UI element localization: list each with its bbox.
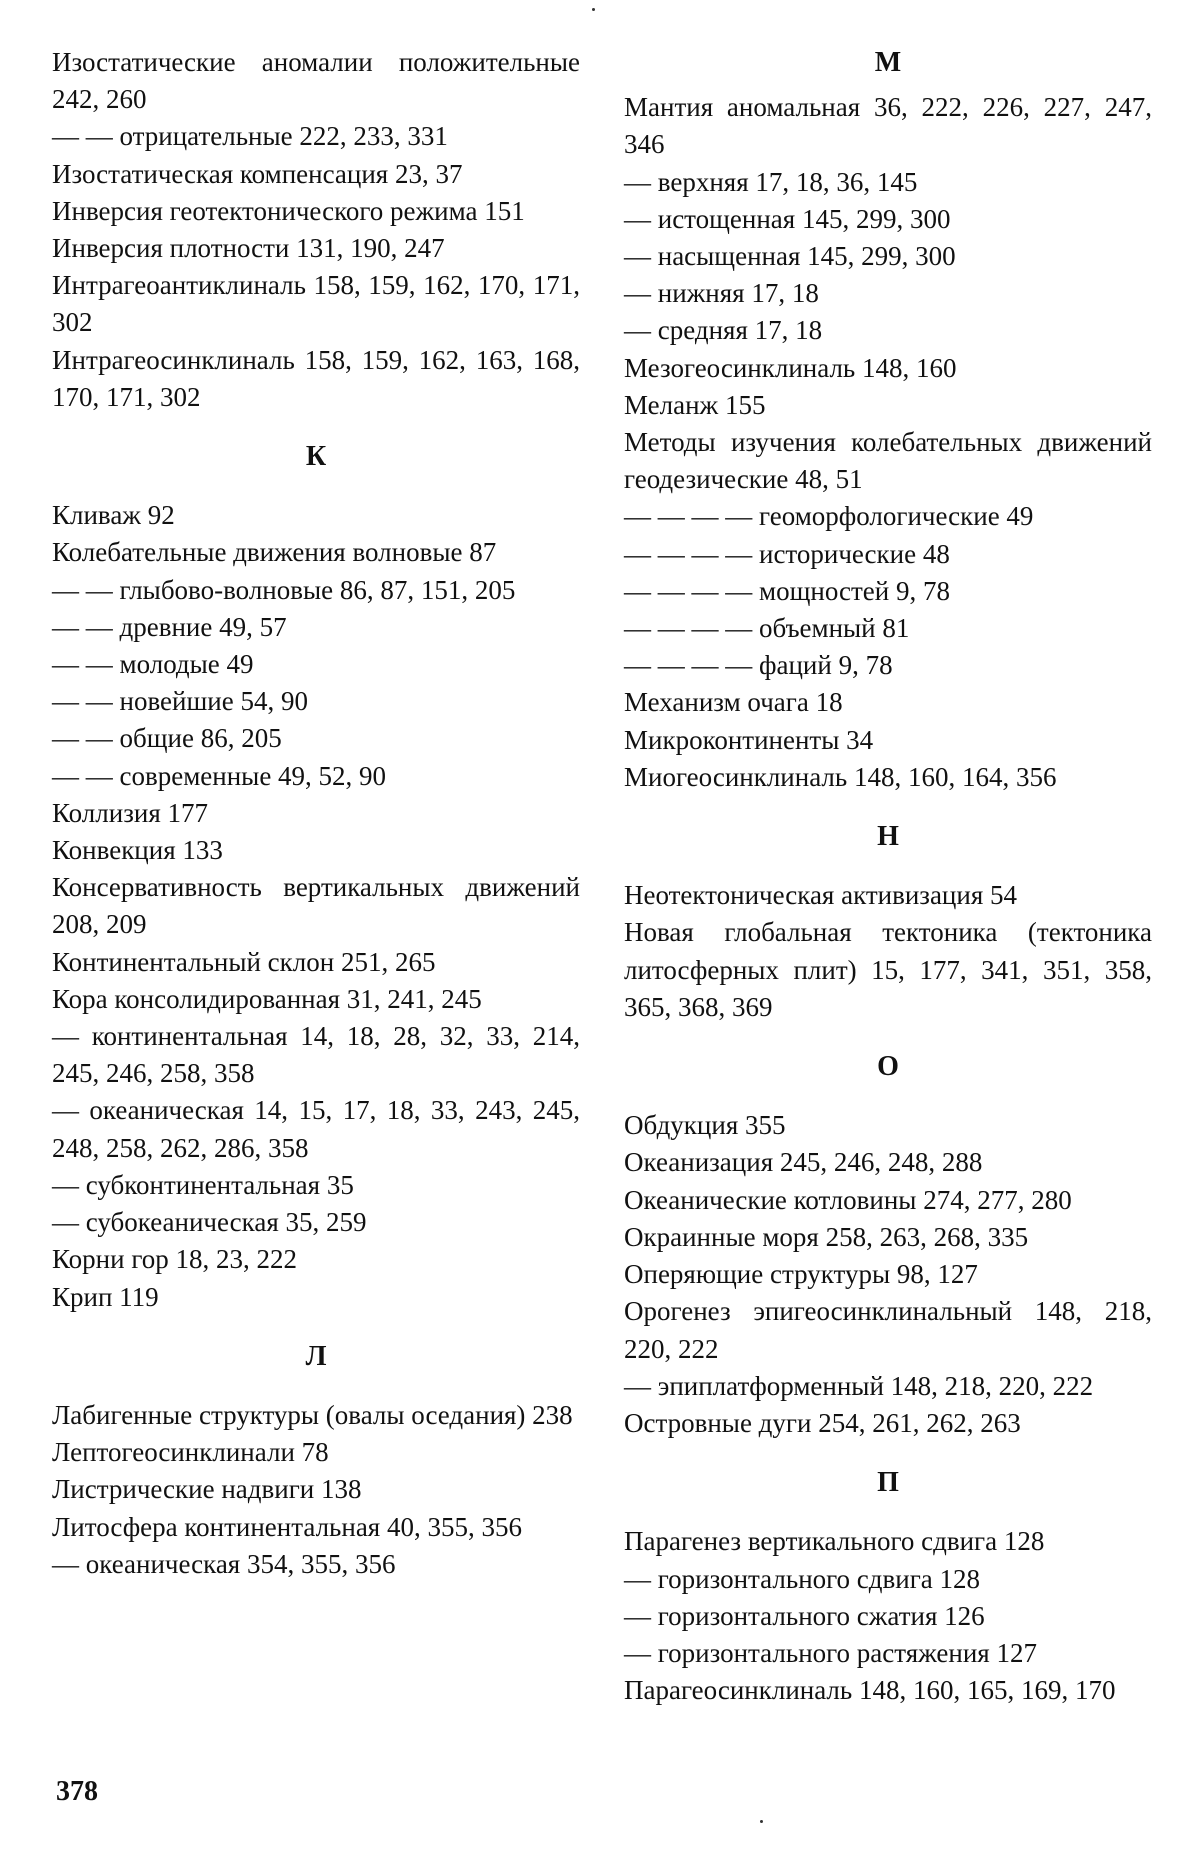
index-entry: Инверсия геотектонического режима 151: [52, 195, 525, 226]
index-entry: — средняя 17, 18: [624, 315, 823, 346]
index-entry: — истощенная 145, 299, 300: [624, 203, 951, 234]
index-entry: — — — — фаций 9, 78: [624, 650, 893, 681]
scan-speck: [760, 1820, 763, 1823]
index-entry: Лабигенные структуры (овалы оседания) 238: [52, 1399, 573, 1430]
index-entry: Лептогеосинклинали 78: [52, 1437, 329, 1468]
index-entry: — субконтинентальная 35: [52, 1169, 354, 1200]
index-entry: Океанические котловины 274, 277, 280: [624, 1184, 1072, 1215]
index-entry: Инверсия плотности 131, 190, 247: [52, 233, 445, 264]
index-entry: — океаническая 14, 15, 17, 18, 33, 243, 245, 248, 258, 262, 286, 358: [52, 1095, 580, 1163]
index-entry: Обдукция 355: [624, 1110, 786, 1141]
index-entry: — субокеаническая 35, 259: [52, 1207, 367, 1238]
letter-heading-n: Н: [877, 821, 899, 853]
index-block-l: [52, 1397, 580, 1583]
index-block-p: [624, 1523, 1152, 1709]
index-entry: Интрагеосинклиналь 158, 159, 162, 163, 168, 170, 171, 302: [52, 344, 580, 412]
index-entry: Колебательные движения волновые 87: [52, 537, 497, 568]
index-entry: — эпиплатформенный 148, 218, 220, 222: [624, 1370, 1094, 1401]
index-entry: Конвекция 133: [52, 835, 223, 866]
letter-heading-p: П: [877, 1467, 899, 1499]
index-entry: Мезогеосинклиналь 148, 160: [624, 352, 957, 383]
index-block-o: [624, 1107, 1152, 1442]
index-entry: — — — — исторические 48: [624, 538, 950, 569]
letter-heading-k: К: [305, 441, 327, 473]
index-entry: — верхняя 17, 18, 36, 145: [624, 166, 918, 197]
index-entry: — — молодые 49: [52, 649, 254, 680]
letter-heading-o: О: [877, 1051, 899, 1083]
index-entry: Крип 119: [52, 1281, 159, 1312]
index-block-m: [624, 89, 1152, 796]
index-entry: — — — — мощностей 9, 78: [624, 575, 950, 606]
index-entry: — океаническая 354, 355, 356: [52, 1548, 396, 1579]
index-entry: — — — — объемный 81: [624, 613, 910, 644]
index-entry: Изостатические аномалии положительные 242, 260: [52, 47, 580, 115]
index-entry: Континентальный склон 251, 265: [52, 946, 436, 977]
index-entry: — горизонтального растяжения 127: [624, 1637, 1037, 1668]
index-block-n: [624, 877, 1152, 1026]
index-entry: — — новейшие 54, 90: [52, 686, 308, 717]
index-entry: Методы изучения колебательных движений геодезические 48, 51: [624, 427, 1152, 495]
index-entry: Оперяющие структуры 98, 127: [624, 1259, 978, 1290]
index-entry: Островные дуги 254, 261, 262, 263: [624, 1407, 1021, 1438]
index-entry: Консервативность вертикальных движений 208, 209: [52, 872, 580, 940]
left-column: [52, 44, 580, 1583]
letter-heading-m: М: [874, 47, 902, 78]
index-entry: Кливаж 92: [52, 500, 175, 531]
index-entry: Механизм очага 18: [624, 687, 843, 718]
index-entry: Листрические надвиги 138: [52, 1474, 362, 1505]
index-entry: — нижняя 17, 18: [624, 278, 819, 309]
index-entry: Интрагеоантиклиналь 158, 159, 162, 170, 171, 302: [52, 270, 580, 338]
index-entry: Изостатическая компенсация 23, 37: [52, 158, 463, 189]
index-entry: — — — — геоморфологические 49: [624, 501, 1034, 532]
index-entry: Парагеосинклиналь 148, 160, 165, 169, 170: [624, 1675, 1116, 1706]
index-entry: Меланж 155: [624, 389, 766, 420]
index-entry: — — общие 86, 205: [52, 723, 282, 754]
index-block-top: [52, 44, 580, 416]
index-entry: Литосфера континентальная 40, 355, 356: [52, 1511, 522, 1542]
index-entry: Корни гор 18, 23, 222: [52, 1244, 297, 1275]
index-entry: Коллизия 177: [52, 797, 208, 828]
index-entry: — — древние 49, 57: [52, 611, 287, 642]
index-block-k: [52, 497, 580, 1315]
index-entry: Миогеосинклиналь 148, 160, 164, 356: [624, 761, 1057, 792]
index-entry: — — современные 49, 52, 90: [52, 760, 387, 791]
index-entry: — — глыбово-волновые 86, 87, 151, 205: [52, 574, 516, 605]
index-entry: Мантия аномальная 36, 222, 226, 227, 247, 346: [624, 92, 1152, 160]
index-entry: Окраинные моря 258, 263, 268, 335: [624, 1221, 1029, 1252]
index-entry: Новая глобальная тектоника (тектоника литосферных плит) 15, 177, 341, 351, 358, 365, 368, 369: [624, 917, 1152, 1022]
index-entry: — горизонтального сдвига 128: [624, 1563, 981, 1594]
page-number: 378: [56, 1776, 98, 1807]
index-entry: Кора консолидированная 31, 241, 245: [52, 983, 482, 1014]
index-entry: Орогенез эпигеосинклинальный 148, 218, 220, 222: [624, 1296, 1152, 1364]
scan-speck: [592, 8, 595, 11]
index-entry: — континентальная 14, 18, 28, 32, 33, 214, 245, 246, 258, 358: [52, 1021, 580, 1089]
index-entry: — горизонтального сжатия 126: [624, 1600, 985, 1631]
right-column: [624, 44, 1152, 1709]
index-entry: Океанизация 245, 246, 248, 288: [624, 1147, 983, 1178]
index-entry: — — отрицательные 222, 233, 331: [52, 121, 448, 152]
index-entry: Микроконтиненты 34: [624, 724, 874, 755]
index-entry: Неотектоническая активизация 54: [624, 880, 1018, 911]
letter-heading-l: Л: [305, 1340, 327, 1372]
index-entry: Парагенез вертикального сдвига 128: [624, 1526, 1045, 1557]
index-entry: — насыщенная 145, 299, 300: [624, 241, 956, 272]
